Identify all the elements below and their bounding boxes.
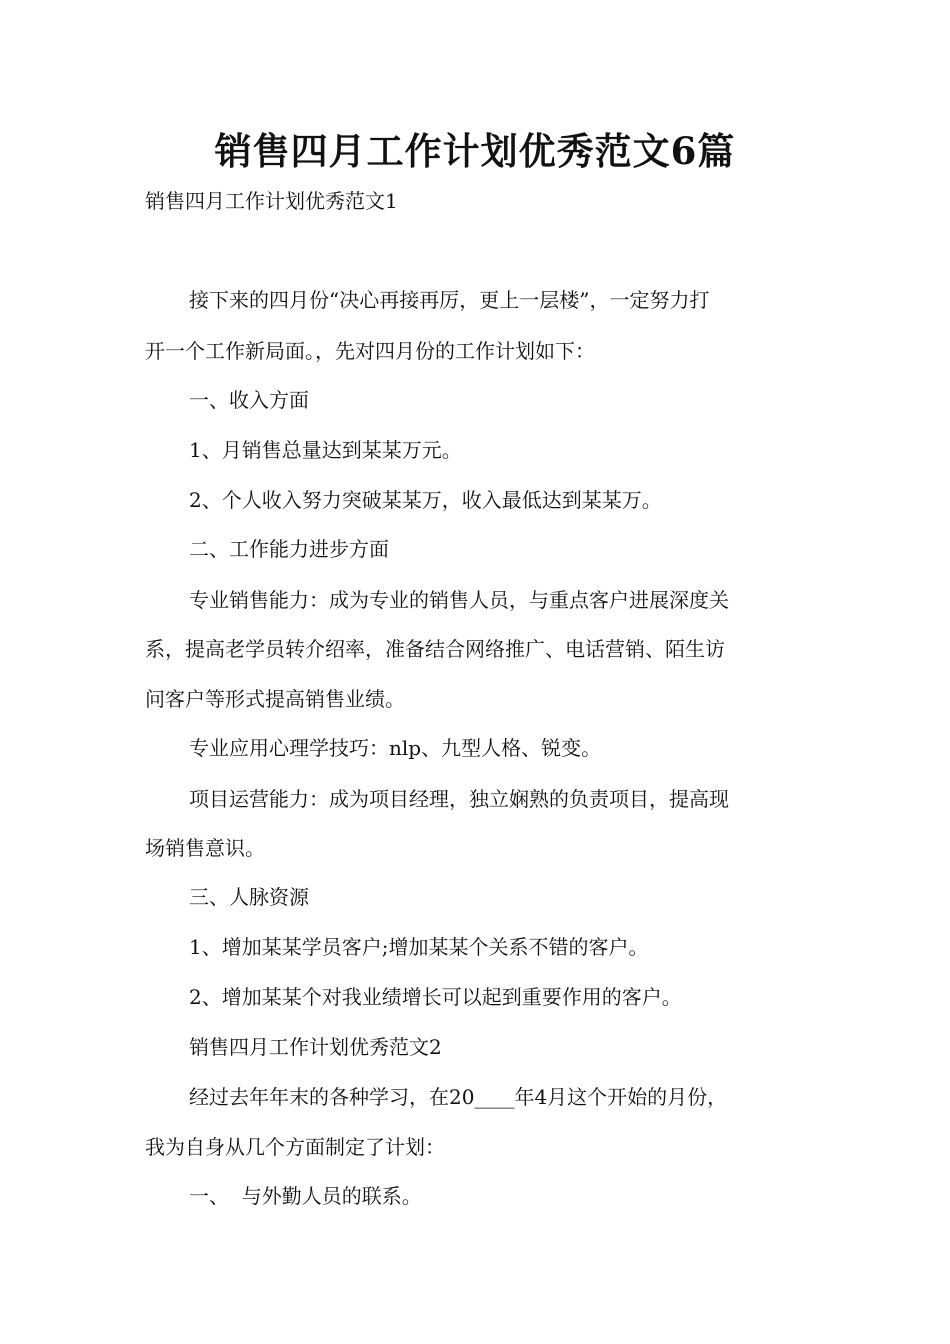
paragraph-line: 2、个人收入努力突破某某万，收入最低达到某某万。 — [189, 488, 662, 512]
paragraph-line: 1、月销售总量达到某某万元。 — [189, 438, 462, 462]
paragraph-line: 接下来的四月份“决心再接再厉，更上一层楼”，一定努力打 — [189, 288, 710, 312]
section-heading-2: 销售四月工作计划优秀范文2 — [189, 1035, 442, 1059]
document-title: 销售四月工作计划优秀范文6篇 — [214, 129, 736, 173]
paragraph-line: 系，提高老学员转介绍率，准备结合网络推广、电话营销、陌生访 — [145, 637, 725, 661]
paragraph-line: 三、人脉资源 — [189, 885, 309, 909]
paragraph-line: 我为自身从几个方面制定了计划： — [145, 1135, 445, 1159]
paragraph-line: 一、收入方面 — [189, 388, 309, 412]
paragraph-line: 专业销售能力：成为专业的销售人员，与重点客户进展深度关 — [189, 588, 729, 612]
paragraph-line: 经过去年年末的各种学习，在20____年4月这个开始的月份， — [189, 1085, 728, 1109]
paragraph-line: 专业应用心理学技巧：nlp、九型人格、锐变。 — [189, 736, 602, 760]
paragraph-line: 项目运营能力：成为项目经理，独立娴熟的负责项目，提高现 — [189, 787, 729, 811]
paragraph-line: 开一个工作新局面。，先对四月份的工作计划如下： — [145, 339, 595, 363]
paragraph-line: 一、 与外勤人员的联系。 — [189, 1184, 422, 1208]
paragraph-line: 问客户等形式提高销售业绩。 — [145, 687, 405, 711]
paragraph-line: 2、增加某某个对我业绩增长可以起到重要作用的客户。 — [189, 985, 682, 1009]
paragraph-line: 1、增加某某学员客户;增加某某个关系不错的客户。 — [189, 935, 649, 959]
paragraph-line: 二、工作能力进步方面 — [189, 537, 389, 561]
paragraph-line: 场销售意识。 — [145, 836, 265, 860]
section-heading-1: 销售四月工作计划优秀范文1 — [145, 189, 398, 213]
